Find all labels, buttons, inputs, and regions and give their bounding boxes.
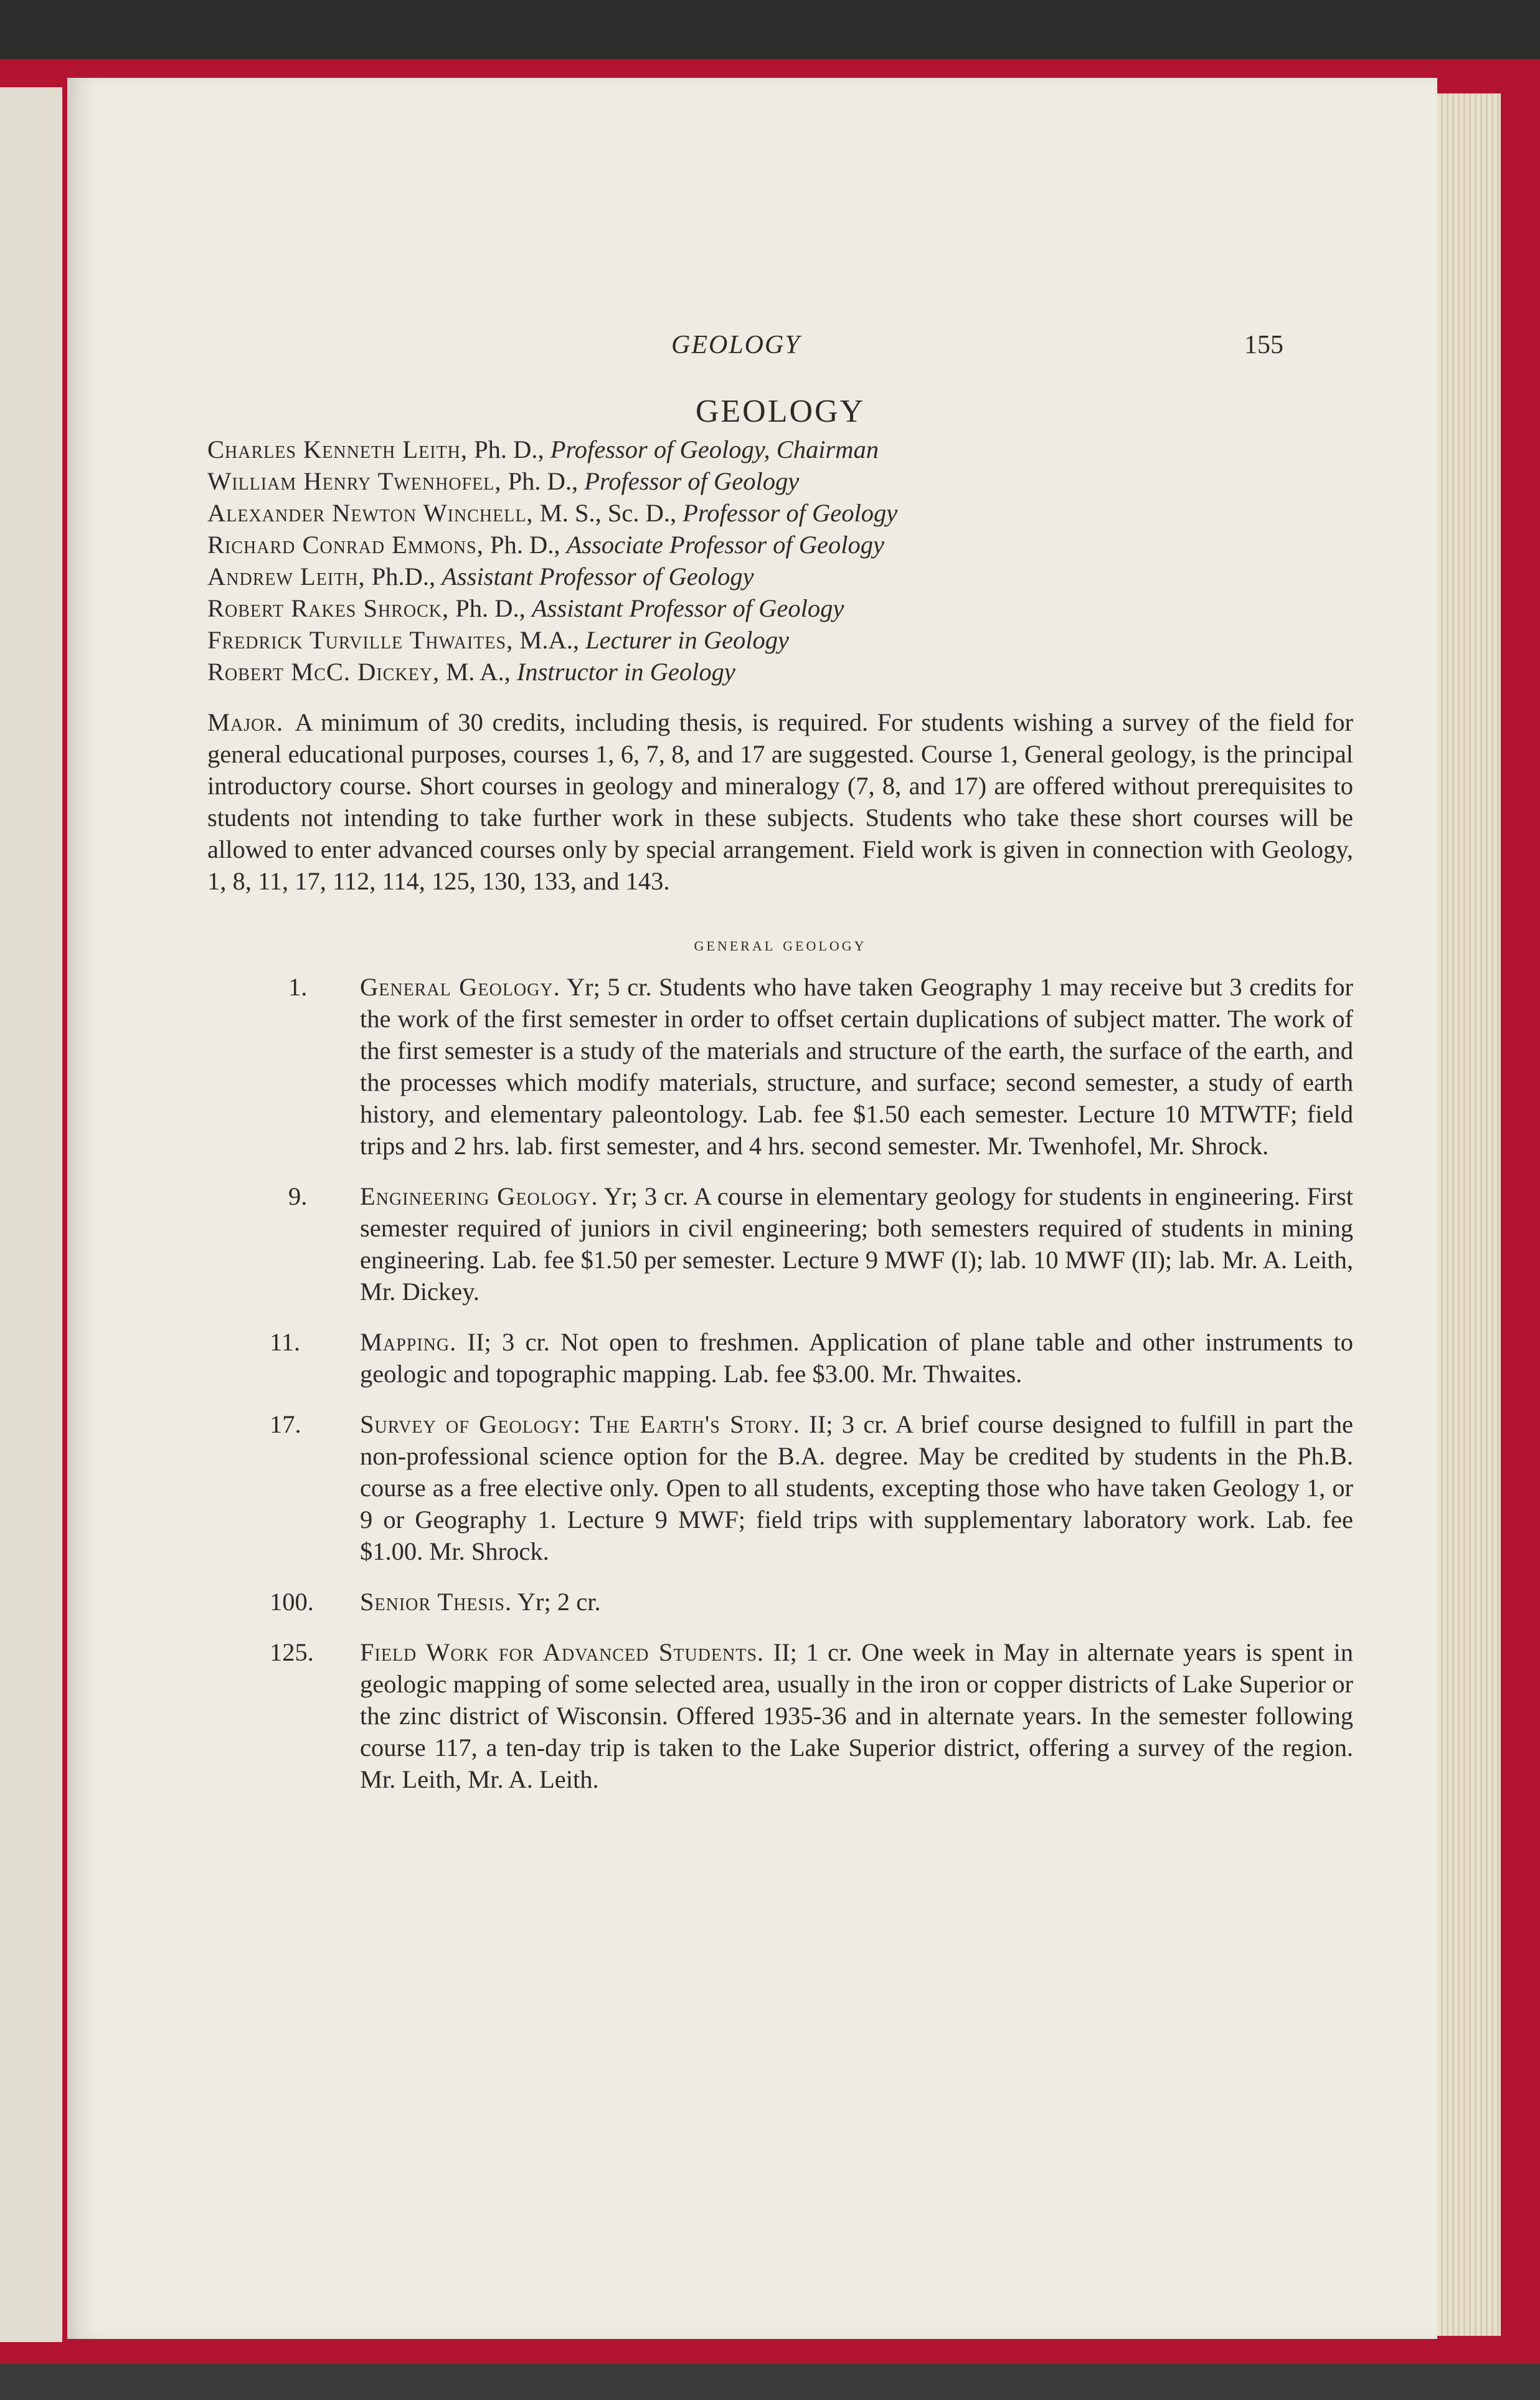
major-text: A minimum of 30 credits, including thesis, is required. For students wishing a survey of the field for general educational purposes, courses 1, 6, 7, 8, and 17 are suggested. Course 1, General geology, is the principal introductory course. Short courses in geology and mineralogy (7, 8, and 17) are offered without prerequisites to students not intending to take further work in these subjects. Students who take these short courses will be allowed to enter advanced courses only by special arrangement. Field work is given in connection with Geology, 1, 8, 11, 17, 112, 114, 125, 130, 133, and 143.: [207, 708, 1354, 895]
background: [0, 0, 1540, 62]
faculty-title: Instructor in Geology: [516, 658, 735, 686]
faculty-title: Professor of Geology, Chairman: [550, 435, 879, 463]
course-title: Survey of Geology: The Earth's Story.: [360, 1410, 800, 1438]
faculty-entry: [207, 497, 1353, 529]
course-description: Yr; 3 cr. A course in elementary geology for students in engineering. First semester required of juniors in civil engineering; both semesters required of students in mining engineering. Lab. fee $1.50 per semester. Lecture 9 MWF (I); lab. 10 MWF (II); lab. Mr. A. Leith, Mr. Dickey.: [360, 1182, 1353, 1306]
faculty-degree: Ph. D.,: [449, 594, 532, 622]
course-entry: [207, 1586, 1353, 1618]
faculty-name: Richard Conrad Emmons,: [207, 531, 484, 559]
subsection-heading: general geology: [694, 932, 867, 955]
faculty-degree: Ph. D.,: [468, 435, 550, 463]
course-number: 125.: [270, 1638, 314, 1666]
faculty-entry: [207, 656, 1353, 688]
faculty-title: Lecturer in Geology: [585, 626, 790, 654]
page-content: [207, 396, 1353, 1814]
running-head-title: GEOLOGY: [671, 331, 801, 359]
faculty-name: Alexander Newton Winchell,: [207, 499, 534, 527]
faculty-entry: [207, 561, 1353, 592]
running-head: [67, 330, 1437, 368]
faculty-title: Assistant Professor of Geology: [442, 562, 754, 591]
faculty-title: Assistant Professor of Geology: [531, 594, 844, 622]
course-description: II; 1 cr. One week in May in alternate years is spent in geologic mapping of some selected area, usually in the iron or copper districts of Lake Superior or the zinc district of Wisconsin. Offered 1935-36 and in alternate years. In the semester following course 117, a ten-day trip is taken to the Lake Superior district, offering a survey of the region. Mr. Leith, Mr. A. Leith.: [360, 1638, 1354, 1793]
section-title: GEOLOGY: [695, 394, 866, 429]
faculty-degree: Ph.D.,: [365, 562, 442, 591]
course-description: Yr; 5 cr. Students who have taken Geography 1 may receive but 3 credits for the work of the first semester in order to offset certain duplications of subject matter. The work of the first semester is a study of the materials and structure of the earth, the surface of the earth, and the processes which modify materials, structure, and surface; second semester, a study of earth history, and elementary paleontology. Lab. fee $1.50 each semester. Lecture 10 MTWTF; field trips and 2 hrs. lab. first semester, and 4 hrs. second semester. Mr. Twenhofel, Mr. Shrock.: [360, 973, 1354, 1160]
course-title: Senior Thesis.: [360, 1588, 513, 1616]
course-entry: [207, 1326, 1353, 1390]
faculty-degree: Ph. D.,: [501, 467, 585, 495]
faculty-name: Andrew Leith,: [207, 562, 366, 591]
major-paragraph: [207, 706, 1353, 897]
previous-page-edge: [0, 87, 62, 2342]
course-title: General Geology.: [360, 973, 560, 1001]
course-description: Yr; 2 cr.: [517, 1588, 601, 1616]
course-number: 9.: [288, 1182, 308, 1210]
faculty-degree: M.A.,: [513, 626, 586, 654]
course-entry: [207, 1636, 1353, 1795]
course-number: 100.: [270, 1588, 314, 1616]
course-title: Field Work for Advanced Students.: [360, 1638, 765, 1666]
faculty-entry: [207, 529, 1353, 561]
faculty-name: Fredrick Turville Thwaites,: [207, 626, 514, 654]
page-number: 155: [1244, 331, 1283, 359]
faculty-name: Robert McC. Dickey,: [207, 658, 440, 686]
major-label: Major.: [207, 708, 284, 736]
page-stack-edges: [1426, 93, 1501, 2336]
course-number: 17.: [270, 1410, 301, 1438]
course-number: 1.: [288, 973, 308, 1001]
book-page: [67, 78, 1437, 2339]
faculty-name: William Henry Twenhofel,: [207, 467, 502, 495]
course-entry: [207, 1408, 1353, 1567]
course-title: Mapping.: [360, 1328, 457, 1356]
faculty-title: Associate Professor of Geology: [566, 531, 884, 559]
faculty-title: Professor of Geology: [683, 499, 898, 527]
faculty-list: [207, 434, 1353, 688]
faculty-degree: M. A.,: [440, 658, 517, 686]
faculty-name: Charles Kenneth Leith,: [207, 435, 468, 463]
faculty-entry: [207, 434, 1353, 465]
faculty-name: Robert Rakes Shrock,: [207, 594, 450, 622]
course-entry: [207, 1180, 1353, 1307]
faculty-entry: [207, 465, 1353, 497]
course-number: 11.: [270, 1328, 301, 1356]
faculty-entry: [207, 624, 1353, 656]
course-entry: [207, 971, 1353, 1162]
course-description: II; 3 cr. Not open to freshmen. Application of plane table and other instruments to geologic and topographic mapping. Lab. fee $3.00. Mr. Thwaites.: [360, 1328, 1354, 1388]
faculty-degree: Ph. D.,: [483, 531, 567, 559]
faculty-degree: M. S., Sc. D.,: [533, 499, 683, 527]
faculty-entry: [207, 592, 1353, 624]
course-title: Engineering Geology.: [360, 1182, 598, 1210]
faculty-title: Professor of Geology: [584, 467, 800, 495]
course-description: II; 3 cr. A brief course designed to fulfill in part the non-professional science option for the B.A. degree. May be credited by students in the Ph.B. course as a free elective only. Open to all students, excepting those who have taken Geology 1, or 9 or Geography 1. Lecture 9 MWF; field trips with supplementary laboratory work. Lab. fee $1.00. Mr. Shrock.: [360, 1410, 1354, 1565]
